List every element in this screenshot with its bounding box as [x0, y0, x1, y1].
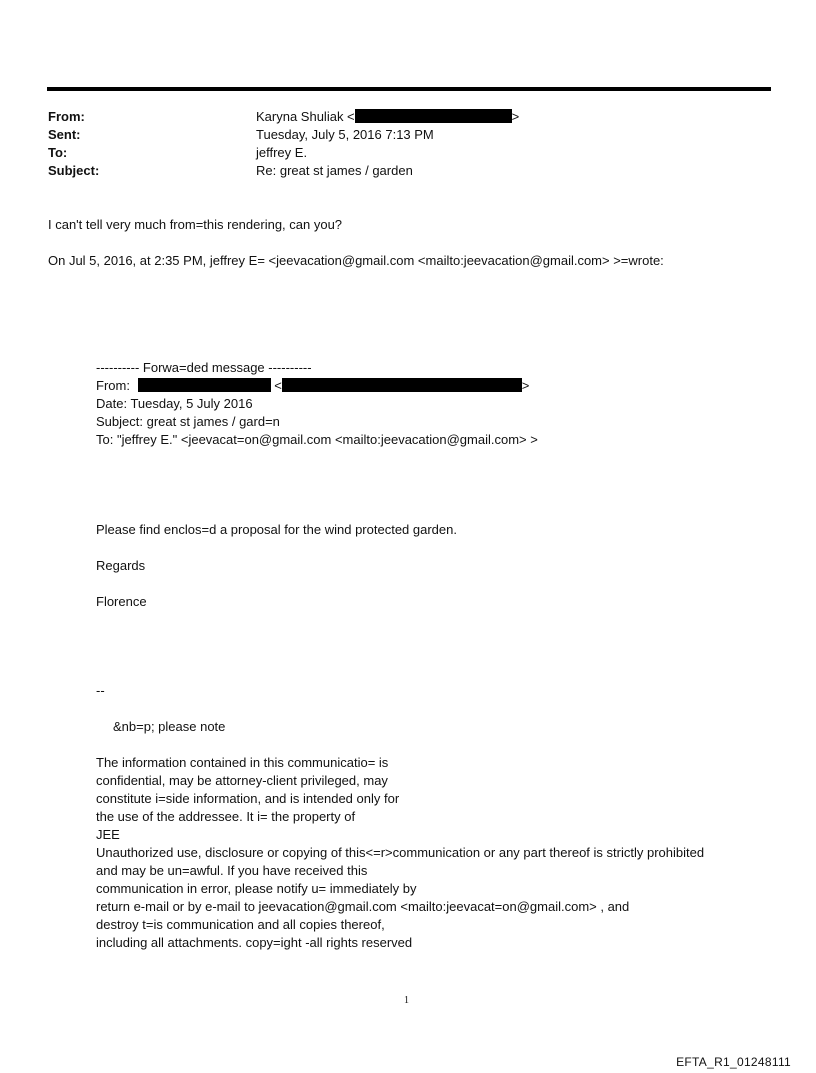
disclaimer-line: destroy t=is communication and all copies thereof,	[96, 917, 385, 932]
document-id: EFTA_R1_01248111	[676, 1055, 791, 1069]
sent-label: Sent:	[48, 127, 81, 142]
from-name: Karyna Shuliak <	[256, 109, 355, 124]
subject-value: Re: great st james / garden	[256, 163, 413, 178]
redaction-box	[355, 109, 512, 123]
disclaimer-line: the use of the addressee. It i= the property of	[96, 809, 356, 824]
forwarded-from-gt: >	[521, 378, 530, 393]
disclaimer-line: communication in error, please notify u= immediately by	[96, 881, 417, 896]
disclaimer-line: constitute i=side information, and is intended only for	[96, 791, 400, 806]
forwarded-from-label: From:	[96, 378, 130, 393]
please-note: &nb=p; please note	[113, 719, 226, 734]
disclaimer-line: including all attachments. copy=ight -all rights reserved	[96, 935, 413, 950]
signature: Florence	[96, 594, 147, 609]
disclaimer-line: Unauthorized use, disclosure or copying of this<=r>communication or any part thereof is strictly prohibited	[96, 845, 705, 860]
page-number: 1	[404, 995, 409, 1006]
from-value	[256, 108, 519, 126]
header-rule	[47, 87, 771, 91]
disclaimer-line: and may be un=awful. If you have received this	[96, 863, 368, 878]
forwarded-subject: Subject: great st james / gard=n	[96, 414, 280, 429]
forwarded-to: To: "jeffrey E." <jeevacat=on@gmail.com <mailto:jeevacation@gmail.com> >	[96, 432, 538, 447]
disclaimer-line: JEE	[96, 827, 120, 842]
regards: Regards	[96, 558, 146, 573]
to-label: To:	[48, 145, 68, 160]
reply-text: I can't tell very much from=this rendering, can you?	[48, 217, 343, 232]
forwarded-message: Please find enclos=d a proposal for the wind protected garden.	[96, 522, 457, 537]
forwarded-date: Date: Tuesday, 5 July 2016	[96, 396, 253, 411]
disclaimer-line: return e-mail or by e-mail to jeevacation@gmail.com <mailto:jeevacat=on@gmail.com> , and	[96, 899, 630, 914]
quote-intro: On Jul 5, 2016, at 2:35 PM, jeffrey E= <jeevacation@gmail.com <mailto:jeevacation@gmail.com> >=wrote:	[48, 253, 664, 268]
redaction-box	[282, 378, 522, 392]
from-close: >	[511, 109, 520, 124]
forwarded-from	[96, 377, 529, 395]
signature-dashes: --	[96, 683, 105, 698]
to-value: jeffrey E.	[256, 145, 308, 160]
forwarded-from-lt: <	[274, 378, 282, 393]
disclaimer-line: The information contained in this communicatio= is	[96, 755, 389, 770]
subject-label: Subject:	[48, 163, 100, 178]
sent-value: Tuesday, July 5, 2016 7:13 PM	[256, 127, 434, 142]
disclaimer-line: confidential, may be attorney-client privileged, may	[96, 773, 388, 788]
redaction-box	[138, 378, 271, 392]
forwarded-marker: ---------- Forwa=ded message ----------	[96, 360, 312, 375]
from-label: From:	[48, 109, 85, 124]
